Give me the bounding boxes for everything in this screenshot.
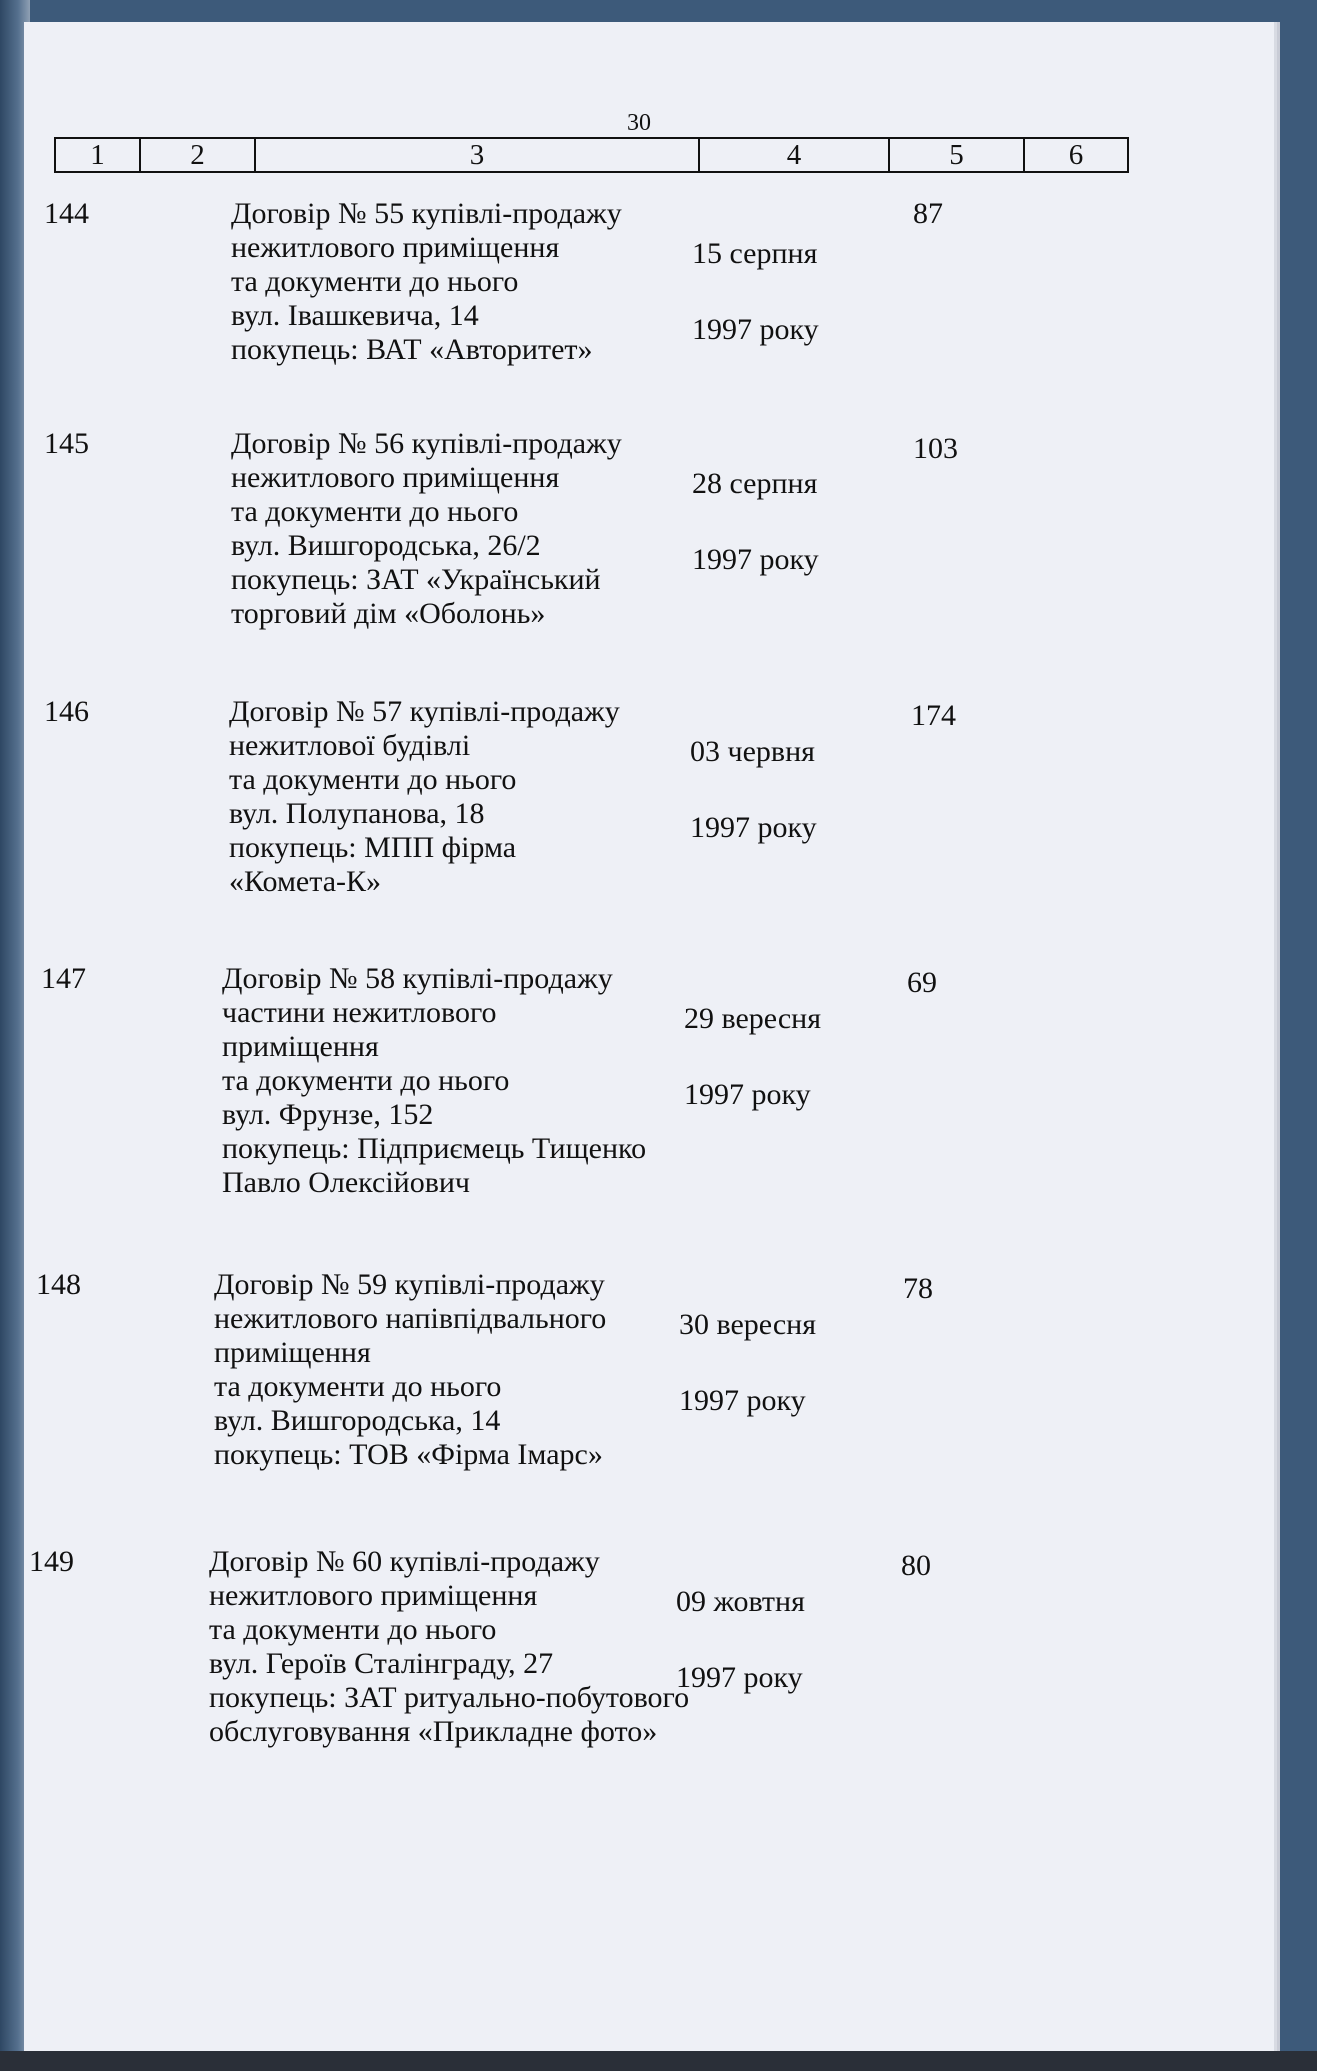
column-header-1: 1 [56,139,141,171]
description-line: Договір № 57 купівлі-продажу [229,695,620,728]
entry-date [684,962,821,1152]
entry-description [229,695,620,899]
description-line: нежитлового приміщення [209,1579,538,1612]
description-line: вул. Героїв Сталінграду, 27 [209,1647,554,1680]
entry-description [222,962,646,1200]
description-line: Договір № 55 купівлі-продажу [231,197,622,230]
description-line: нежитлового приміщення [231,461,560,494]
description-line: та документи до нього [222,1064,510,1097]
description-line: нежитлового приміщення [231,231,560,264]
description-line: та документи до нього [231,265,519,298]
page-number: 30 [627,110,651,136]
description-line: частини нежитлового [222,996,497,1029]
entry-number: 149 [29,1545,74,1578]
description-line: приміщення [222,1030,379,1063]
entry-description [209,1545,689,1749]
description-line: Договір № 60 купівлі-продажу [209,1545,600,1578]
description-line: покупець: ЗАТ «Український [231,563,601,596]
entry-description [231,427,622,631]
entry-date [676,1545,805,1735]
date-line: 1997 року [676,1661,803,1694]
entry-page-count: 78 [903,1272,933,1305]
entry-page-count: 69 [907,966,937,999]
entry-description [214,1268,606,1472]
description-line: приміщення [214,1336,371,1369]
description-line: вул. Фрунзе, 152 [222,1098,434,1131]
entry-number: 145 [44,427,89,460]
description-line: та документи до нього [231,495,519,528]
column-header-2: 2 [141,139,256,171]
entry-date [692,197,819,387]
date-line: 30 вересня [679,1308,817,1341]
description-line: та документи до нього [214,1370,502,1403]
description-line: вул. Вишгородська, 26/2 [231,529,541,562]
date-line: 09 жовтня [676,1585,805,1618]
column-header-6: 6 [1068,138,1084,171]
description-line: та документи до нього [229,763,517,796]
column-header-3: 3 [256,139,700,171]
date-line: 1997 року [692,543,819,576]
description-line: покупець: ВАТ «Авторитет» [231,333,593,366]
column-header-4: 4 [700,139,890,171]
date-line: 03 червня [690,735,815,768]
date-line: 1997 року [679,1384,806,1417]
scan-bottom-edge [0,2051,1317,2071]
entry-number: 144 [44,197,89,230]
description-line: нежитлового напівпідвального [214,1302,607,1335]
entry-page-count: 87 [913,197,943,230]
description-line: покупець: МПП фірма [229,831,517,864]
description-line: вул. Полупанова, 18 [229,797,485,830]
date-line: 29 вересня [684,1002,822,1035]
description-line: покупець: ТОВ «Фірма Імарс» [214,1438,603,1471]
document-page [24,22,1274,2052]
description-line: торговий дім «Оболонь» [231,597,546,630]
description-line: покупець: Підприємець Тищенко [222,1132,647,1165]
date-line: 15 серпня [692,237,818,270]
description-line: та документи до нього [209,1613,497,1646]
description-line: обслуговування «Прикладне фото» [209,1715,658,1748]
description-line: покупець: ЗАТ ритуально-побутового [209,1681,690,1714]
entry-number: 147 [41,962,86,995]
description-line: вул. Івашкевича, 14 [231,299,479,332]
entry-page-count: 80 [901,1549,931,1582]
description-line: Договір № 58 купівлі-продажу [222,962,613,995]
column-header-5: 5 [890,139,1025,171]
column-header-table [54,137,1129,173]
date-line: 1997 року [692,313,819,346]
entry-date [690,695,817,885]
description-line: нежитлової будівлі [229,729,471,762]
entry-date [679,1268,816,1458]
description-line: Договір № 59 купівлі-продажу [214,1268,605,1301]
description-line: Павло Олексійович [222,1166,471,1199]
entry-description [231,197,622,367]
date-line: 1997 року [684,1078,811,1111]
entry-page-count: 174 [911,699,956,732]
entry-number: 146 [44,695,89,728]
date-line: 28 серпня [692,467,818,500]
entry-date [692,427,819,617]
description-line: вул. Вишгородська, 14 [214,1404,501,1437]
description-line: Договір № 56 купівлі-продажу [231,427,622,460]
entry-page-count: 103 [913,432,958,465]
description-line: «Комета-К» [229,865,382,898]
date-line: 1997 року [690,811,817,844]
entry-number: 148 [36,1268,81,1301]
